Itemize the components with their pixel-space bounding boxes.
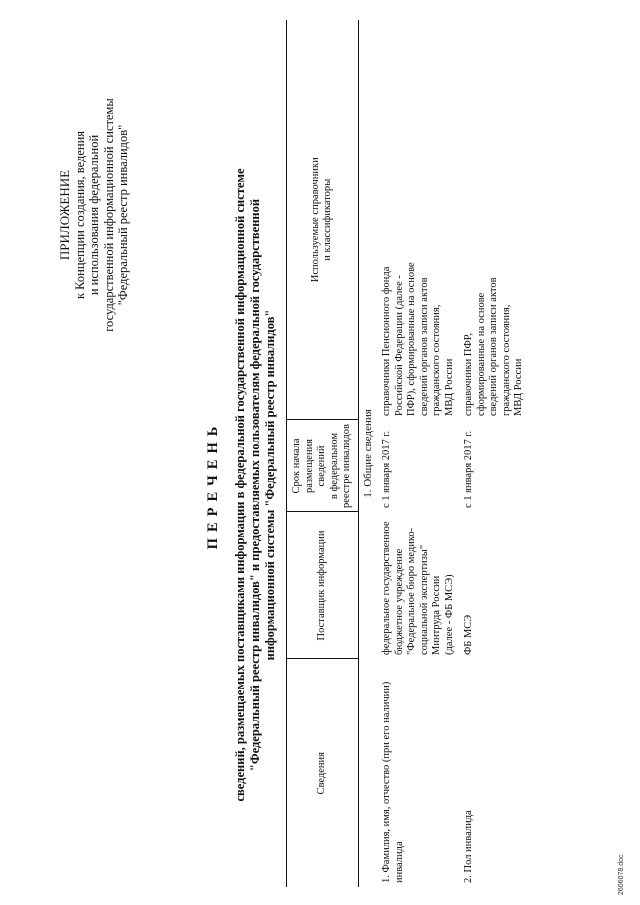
heading-line: "Федеральный реестр инвалидов" и предоставляемых пользователям федеральной государственной: [248, 198, 262, 772]
table-header-row: [287, 20, 359, 887]
cell-date: [378, 420, 460, 512]
cell-text: Российской Федерации (далее -: [393, 275, 405, 416]
cell-text: 2. Пол инвалида: [463, 810, 474, 883]
cell-text: МВД России: [513, 358, 524, 416]
header-references: [287, 20, 359, 420]
table-row: [460, 20, 530, 887]
appendix-title: ПРИЛОЖЕНИЕ: [57, 169, 72, 261]
cell-text: МВД России: [443, 358, 455, 416]
appendix-block: [58, 85, 131, 345]
cell-provider: [378, 512, 460, 659]
header-date-line: в федеральном: [328, 432, 340, 500]
heading-line: информационной системы "Федеральный реестр инвалидов": [263, 309, 277, 661]
appendix-line: к Концепции создания, ведения: [72, 130, 87, 300]
header-date-line: реестре инвалидов: [341, 424, 352, 508]
cell-text: сведений органов записи актов: [488, 277, 499, 416]
cell-info: [460, 659, 530, 887]
heading-line: сведений, размещаемых поставщиками информации в федеральной государственной информационной системе: [233, 168, 247, 802]
document-title: ПЕРЕЧЕНЬ: [205, 420, 221, 550]
appendix-line: и использования федеральной: [87, 134, 101, 296]
cell-date: [460, 420, 530, 512]
header-date-line: Срок начала: [291, 438, 302, 494]
header-provider-line: Поставщик информации: [316, 530, 327, 641]
cell-text: с 1 января 2017 г.: [381, 430, 392, 508]
section-row: [358, 20, 378, 887]
header-info: [287, 659, 359, 887]
header-start-date: [287, 420, 359, 512]
cell-text: с 1 января 2017 г.: [463, 430, 474, 508]
cell-text: социальной экспертизы": [418, 544, 430, 655]
header-refs-line: Используемые справочники: [309, 157, 321, 283]
table-row: [378, 20, 460, 887]
header-info-line: Сведения: [316, 752, 327, 795]
cell-text: "Федеральное бюро медико-: [406, 527, 417, 655]
header-refs-line: и классификаторы: [322, 178, 334, 261]
cell-info: [378, 659, 460, 887]
cell-text: 1. Фамилия, имя, отчество (при его наличии) инвалида: [381, 681, 405, 883]
cell-text: федеральное государственное: [381, 521, 392, 655]
cell-text: ПФР), сформированные на основе: [406, 262, 417, 416]
cell-text: гражданского состояния,: [431, 304, 442, 416]
cell-text: справочники ПФР,: [463, 333, 474, 416]
cell-text: бюджетное учреждение: [393, 548, 405, 655]
cell-text: сформированные на основе: [475, 292, 487, 416]
header-date-line: размещения сведений: [303, 438, 327, 494]
document-heading: [205, 125, 278, 845]
cell-provider: [460, 512, 530, 659]
header-provider: [287, 512, 359, 659]
cell-references: [460, 20, 530, 420]
cell-text: Минтруда России: [431, 575, 442, 655]
appendix-line: "Федеральный реестр инвалидов": [116, 124, 130, 306]
cell-text: (далее - ФБ МСЭ): [443, 574, 455, 655]
section-title: 1. Общие сведения: [361, 409, 374, 498]
cell-text: гражданского состояния,: [500, 304, 512, 416]
appendix-line: государственной информационной системы: [101, 98, 116, 332]
cell-text: ФБ МСЭ: [463, 614, 474, 655]
information-table: [286, 20, 530, 887]
cell-text: справочники Пенсионного фонда: [381, 266, 392, 416]
cell-text: сведений органов записи актов: [418, 277, 430, 416]
file-name-footer: 2606078.doc: [618, 854, 625, 895]
cell-references: [378, 20, 460, 420]
